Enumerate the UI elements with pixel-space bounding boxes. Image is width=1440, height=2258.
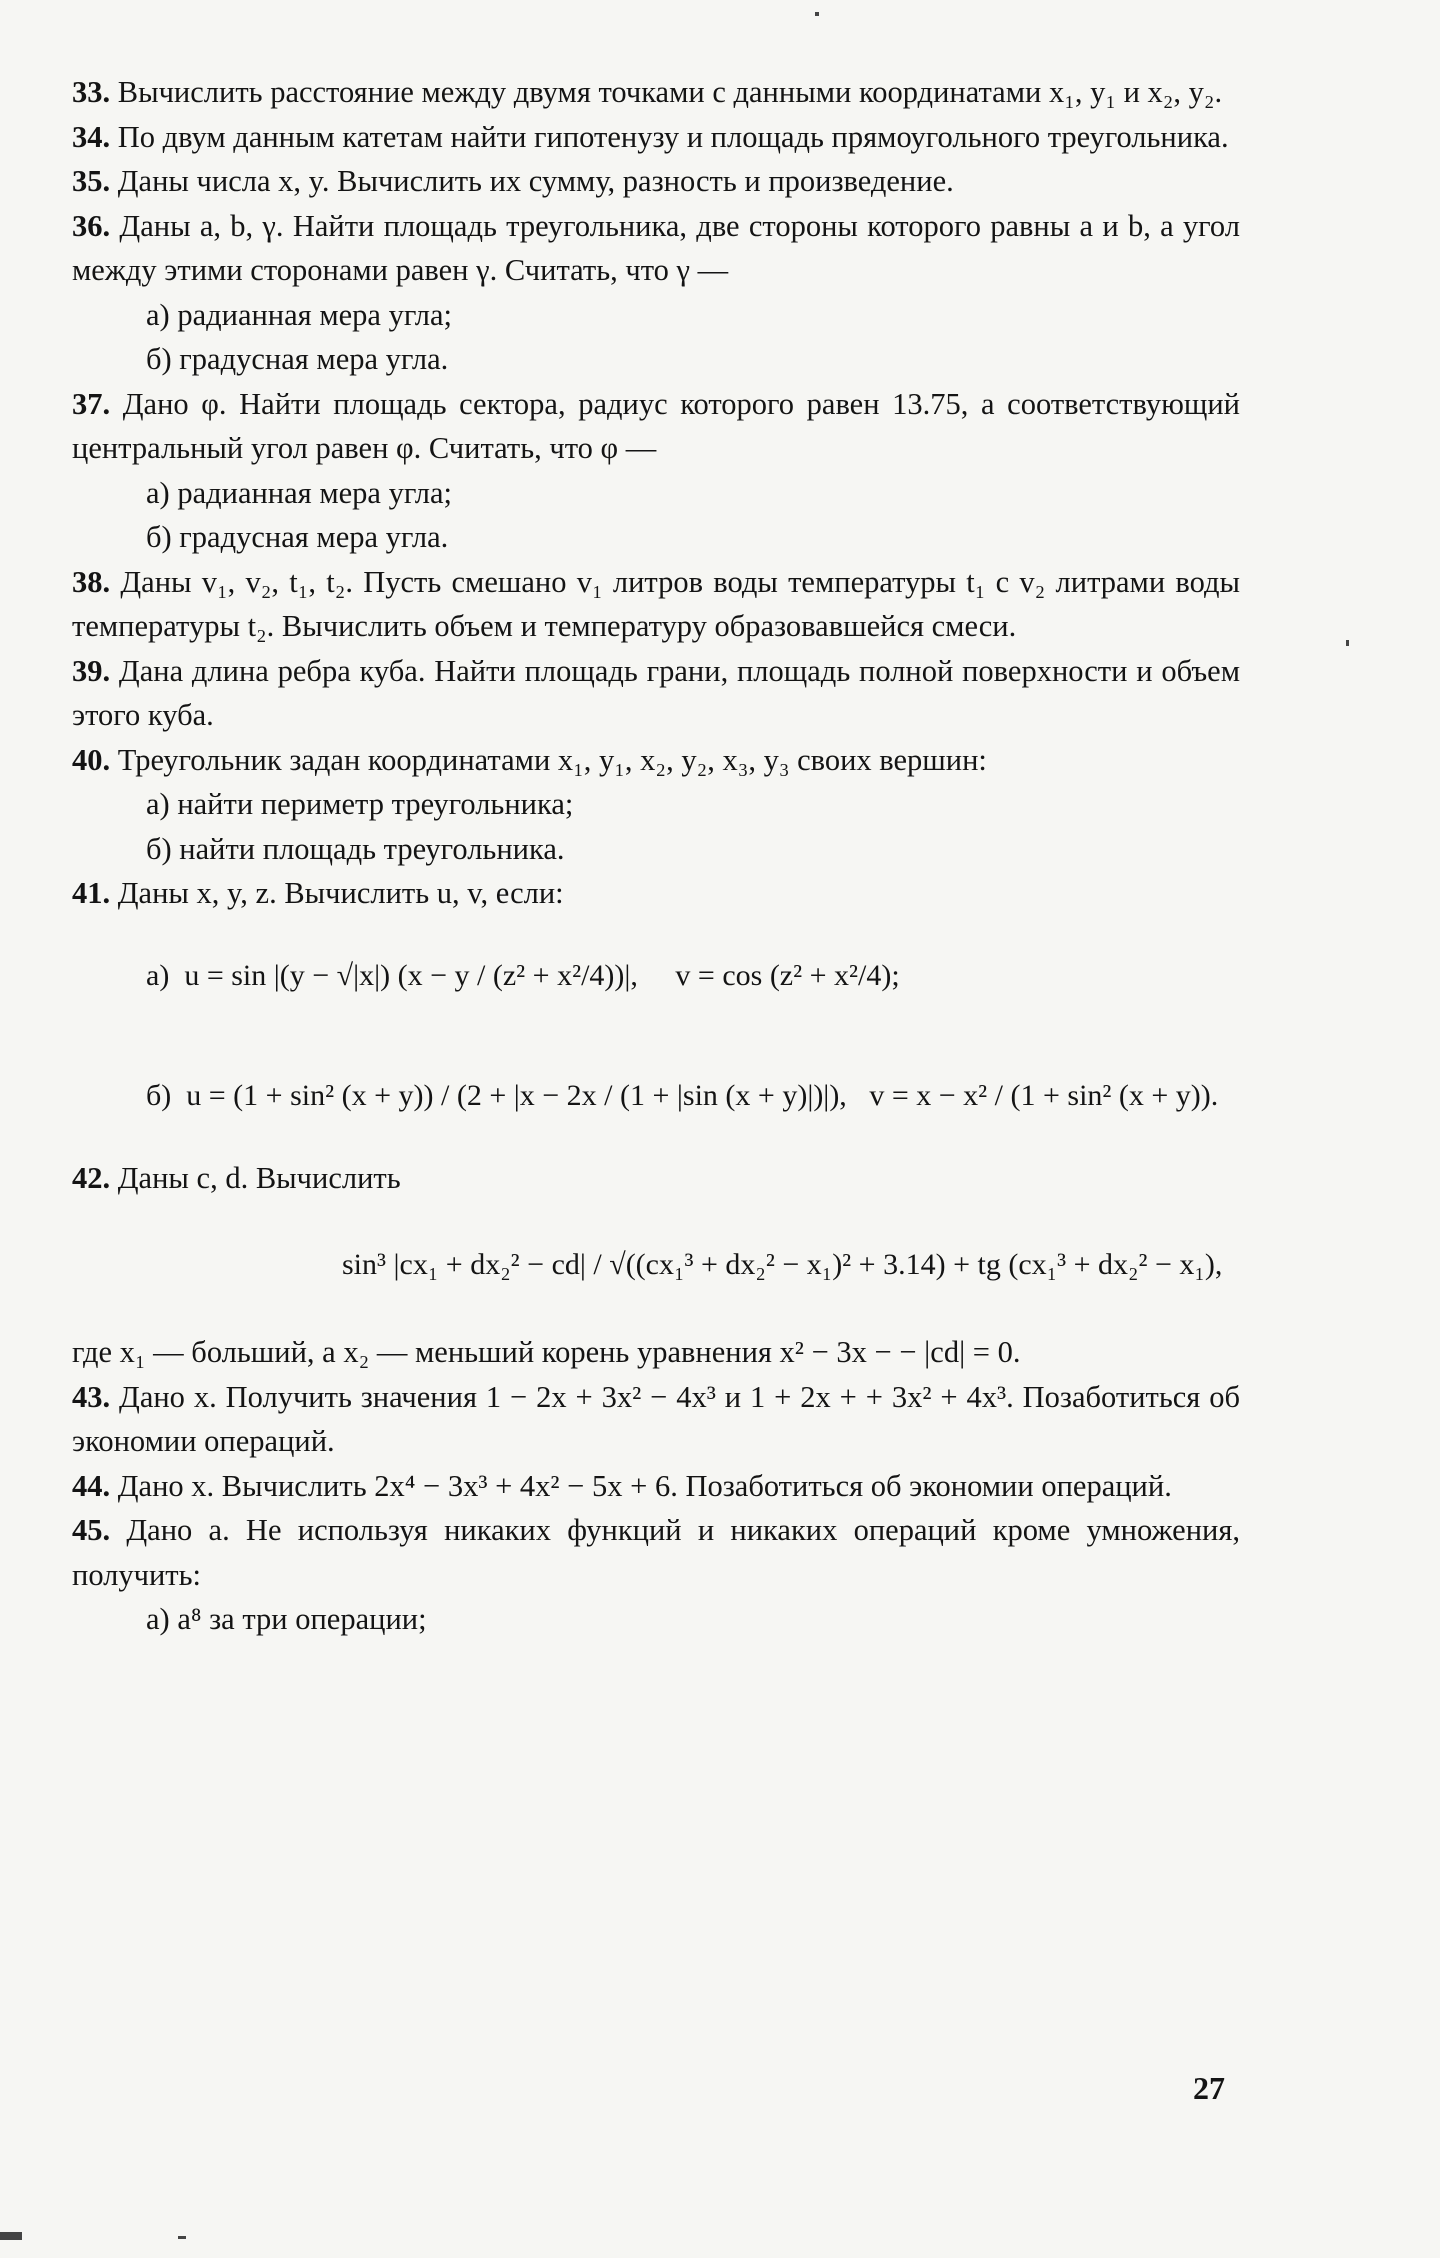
- problem-39: 39. Дана длина ребра куба. Найти площадь грани, площадь полной поверхности и объем этого куба.: [72, 653, 1240, 732]
- formula-41a: [72, 916, 1240, 1036]
- problem-40: 40. Треугольник задан координатами x₁, y₁, x₂, y₂, x₃, y₃ своих вершин:: [72, 742, 987, 777]
- problem-40-item-b: б) найти площадь треугольника.: [146, 831, 565, 866]
- problem-41: 41. Даны x, y, z. Вычислить u, v, если:: [72, 876, 564, 910]
- problem-42: 42. Даны c, d. Вычислить: [72, 1160, 401, 1195]
- problem-45: 45. Дано a. Не используя никаких функций и никаких операций кроме умножения, получить:: [72, 1513, 1240, 1592]
- speck: [0, 2232, 22, 2240]
- formula-42: sin³ |cx₁ + dx₂² − cd| / √((cx₁³ + dx₂² − x₁)² + 3.14) + tg (cx₁³ + dx₂² − x₁),: [342, 1248, 1223, 1281]
- page-body: [72, 70, 1240, 1642]
- problem-33: 33. Вычислить расстояние между двумя точками с данными координатами x₁, y₁ и x₂, y₂.: [72, 75, 1223, 109]
- problem-44: 44. Дано x. Вычислить 2x⁴ − 3x³ + 4x² − 5x + 6. Позаботиться об экономии операций.: [72, 1468, 1172, 1503]
- formula-41a-u: u = sin |(y − √|x|) (x − y / (z² + x²/4))|,: [184, 958, 638, 992]
- problem-37-item-b: б) градусная мера угла.: [146, 520, 449, 554]
- problem-36: 36. Даны a, b, γ. Найти площадь треугольника, две стороны которого равны a и b, а угол между этими сторонами равен γ. Считать, что γ —: [72, 208, 1240, 287]
- problem-37: 37. Дано φ. Найти площадь сектора, радиус которого равен 13.75, а соответствующий центральный угол равен φ. Считать, что φ —: [72, 386, 1240, 465]
- problem-45-item-a: а) a⁸ за три операции;: [146, 1602, 427, 1636]
- formula-41b-v: v = x − x² / (1 + sin² (x + y)).: [869, 1078, 1219, 1112]
- page-number: 27: [1193, 2070, 1225, 2106]
- problem-40-item-a: а) найти периметр треугольника;: [146, 787, 574, 821]
- problem-36-item-b: б) градусная мера угла.: [146, 342, 449, 376]
- problem-36-item-a: а) радианная мера угла;: [146, 297, 453, 332]
- formula-41a-v: v = cos (z² + x²/4);: [675, 958, 900, 992]
- formula-41b-label: б): [146, 1078, 172, 1112]
- problem-38: 38. Даны v₁, v₂, t₁, t₂. Пусть смешано v₁ литров воды температуры t₁ с v₂ литрами воды температуры t₂. Вычислить объем и температуру образовавшейся смеси.: [72, 564, 1240, 643]
- problem-42-tail: где x₁ — больший, а x₂ — меньший корень уравнения x² − 3x − − |cd| = 0.: [72, 1335, 1021, 1369]
- problem-43: 43. Дано x. Получить значения 1 − 2x + 3x² − 4x³ и 1 + 2x + + 3x² + 4x³. Позаботиться об экономии операций.: [72, 1379, 1240, 1458]
- speck: [815, 12, 819, 16]
- speck: [178, 2236, 186, 2239]
- problem-37-item-a: а) радианная мера угла;: [146, 475, 453, 510]
- problem-35: 35. Даны числа x, y. Вычислить их сумму, разность и произведение.: [72, 164, 954, 198]
- speck: [1346, 640, 1349, 646]
- formula-41a-label: а): [146, 958, 170, 992]
- problem-34: 34. По двум данным катетам найти гипотенузу и площадь прямоугольного треугольника.: [72, 119, 1229, 154]
- formula-41b: [72, 1036, 1240, 1156]
- formula-41b-u: u = (1 + sin² (x + y)) / (2 + |x − 2x / (1 + |sin (x + y)|)|),: [186, 1078, 847, 1112]
